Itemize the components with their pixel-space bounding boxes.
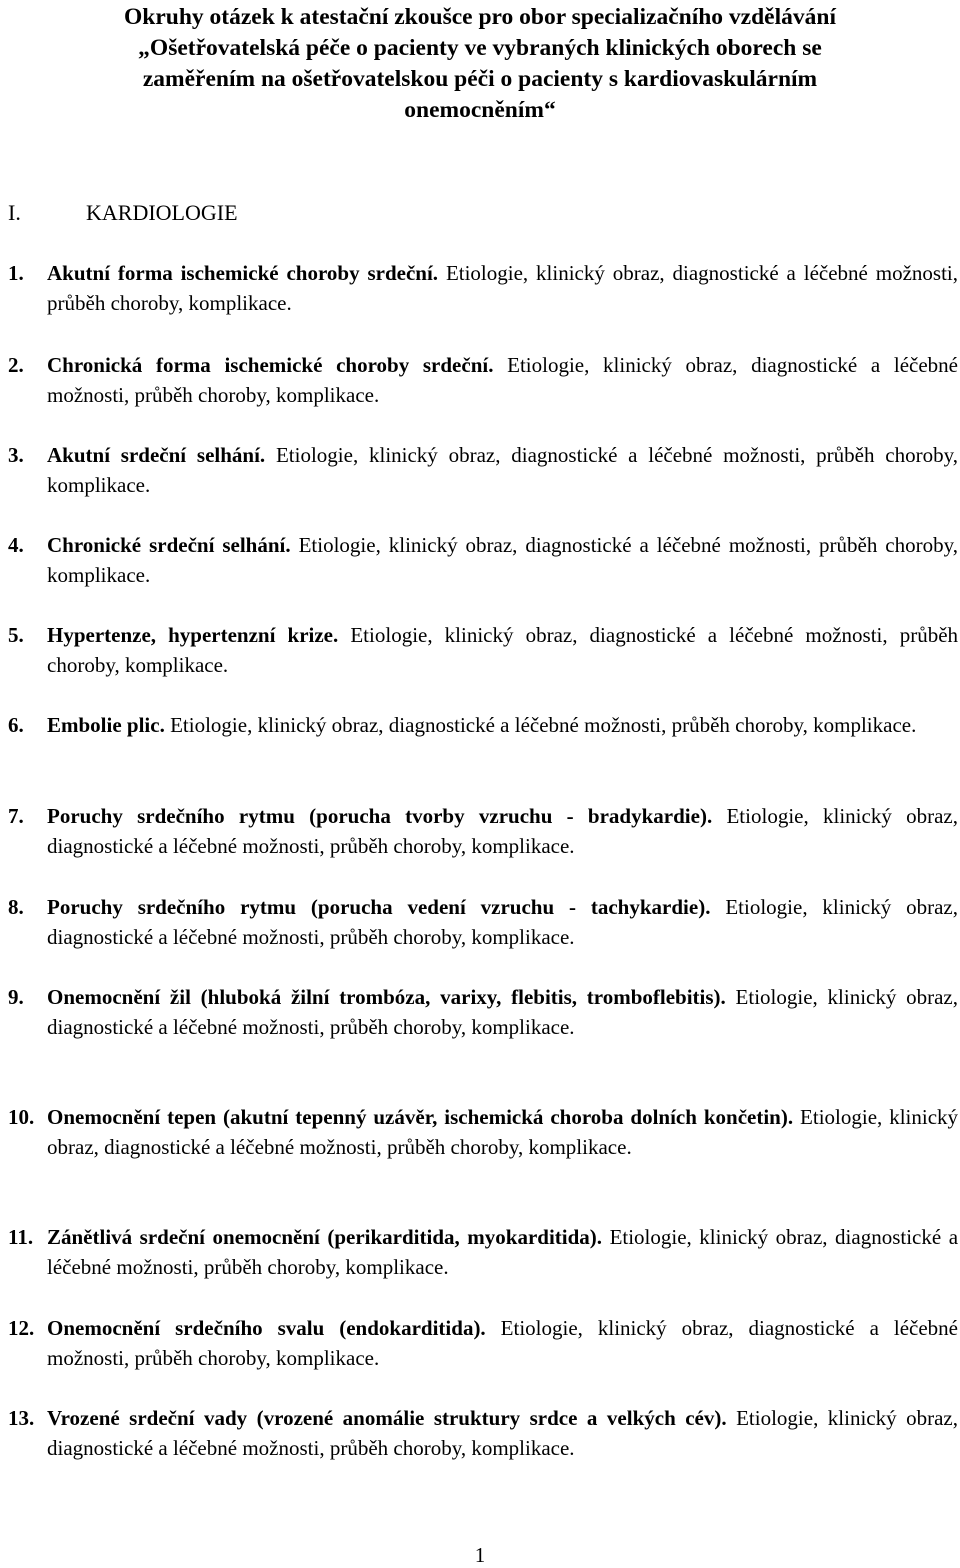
list-item	[8, 710, 958, 740]
topic-number: 3.	[8, 443, 24, 467]
topic-number: 7.	[8, 804, 24, 828]
topic-text: Etiologie, klinický obraz, diagnostické a léčebné možnosti, průběh choroby, komplikace.	[47, 1406, 958, 1460]
topic-number: 5.	[8, 623, 24, 647]
topic-text: Etiologie, klinický obraz, diagnostické a léčebné možnosti, průběh choroby, komplikace.	[47, 1225, 959, 1279]
topic-number: 6.	[8, 713, 24, 737]
list-item	[8, 440, 958, 500]
title-line: „Ošetřovatelská péče o pacienty ve vybraných klinických oborech se	[138, 35, 822, 61]
list-item	[8, 530, 958, 590]
topic-heading: Poruchy srdečního rytmu (porucha tvorby vzruchu - bradykardie).	[47, 804, 713, 828]
list-item	[8, 350, 958, 410]
section-heading	[8, 198, 238, 228]
topic-text: Etiologie, klinický obraz, diagnostické a léčebné možnosti, průběh choroby, komplikace.	[47, 1105, 959, 1159]
topic-heading: Akutní srdeční selhání.	[47, 443, 266, 467]
topic-number: 13.	[8, 1406, 35, 1430]
topic-text: Etiologie, klinický obraz, diagnostické a léčebné možnosti, průběh choroby, komplikace.	[47, 623, 959, 677]
list-item	[8, 1403, 958, 1463]
topic-heading: Poruchy srdečního rytmu (porucha vedení vzruchu - tachykardie).	[47, 895, 711, 919]
topic-heading: Chronické srdeční selhání.	[47, 533, 291, 557]
list-item	[8, 620, 958, 680]
list-item	[8, 982, 958, 1042]
topic-number: 2.	[8, 353, 24, 377]
topic-text: Etiologie, klinický obraz, diagnostické a léčebné možnosti, průběh choroby, komplikace.	[170, 713, 917, 737]
page-title	[0, 2, 960, 126]
topic-number: 1.	[8, 261, 24, 285]
topic-text: Etiologie, klinický obraz, diagnostické a léčebné možnosti, průběh choroby, komplikace.	[47, 804, 958, 858]
list-item	[8, 1313, 958, 1373]
topic-heading: Onemocnění žil (hluboká žilní trombóza, varixy, flebitis, tromboflebitis).	[47, 985, 726, 1009]
topic-heading: Onemocnění srdečního svalu (endokarditida).	[47, 1316, 486, 1340]
topic-heading: Hypertenze, hypertenzní krize.	[47, 623, 339, 647]
list-item	[8, 1102, 958, 1162]
topic-number: 4.	[8, 533, 24, 557]
topic-text: Etiologie, klinický obraz, diagnostické a léčebné možnosti, průběh choroby, komplikace.	[47, 985, 958, 1039]
topic-number: 9.	[8, 985, 24, 1009]
list-item	[8, 1222, 958, 1282]
list-item	[8, 892, 958, 952]
topic-text: Etiologie, klinický obraz, diagnostické a léčebné možnosti, průběh choroby, komplikace.	[47, 353, 959, 407]
topic-number: 11.	[8, 1225, 34, 1249]
page-number: 1	[474, 1543, 486, 1567]
list-item	[8, 258, 958, 318]
topic-number: 10.	[8, 1105, 35, 1129]
topic-text: Etiologie, klinický obraz, diagnostické a léčebné možnosti, průběh choroby, komplikace.	[47, 443, 958, 497]
topic-number: 12.	[8, 1316, 35, 1340]
topic-number: 8.	[8, 895, 24, 919]
list-item	[8, 801, 958, 861]
topic-heading: Zánětlivá srdeční onemocnění (perikarditida, myokarditida).	[47, 1225, 603, 1249]
topic-heading: Onemocnění tepen (akutní tepenný uzávěr, ischemická choroba dolních končetin).	[47, 1105, 794, 1129]
section-title: KARDIOLOGIE	[86, 200, 238, 225]
topic-heading: Vrozené srdeční vady (vrozené anomálie struktury srdce a velkých cév).	[47, 1406, 727, 1430]
topic-text: Etiologie, klinický obraz, diagnostické a léčebné možnosti, průběh choroby, komplikace.	[47, 261, 958, 315]
topic-text: Etiologie, klinický obraz, diagnostické a léčebné možnosti, průběh choroby, komplikace.	[47, 895, 959, 949]
topic-heading: Embolie plic.	[47, 713, 165, 737]
topic-heading: Akutní forma ischemické choroby srdeční.	[47, 261, 439, 285]
topic-text: Etiologie, klinický obraz, diagnostické a léčebné možnosti, průběh choroby, komplikace.	[47, 1316, 958, 1370]
section-number: I.	[8, 200, 21, 225]
title-line: zaměřením na ošetřovatelskou péči o pacienty s kardiovaskulárním	[142, 66, 818, 92]
topic-text: Etiologie, klinický obraz, diagnostické a léčebné možnosti, průběh choroby, komplikace.	[47, 533, 958, 587]
title-line: Okruhy otázek k atestační zkoušce pro obor specializačního vzdělávání	[124, 4, 836, 30]
topic-heading: Chronická forma ischemické choroby srdeční.	[47, 353, 494, 377]
title-line: onemocněním“	[404, 97, 556, 123]
